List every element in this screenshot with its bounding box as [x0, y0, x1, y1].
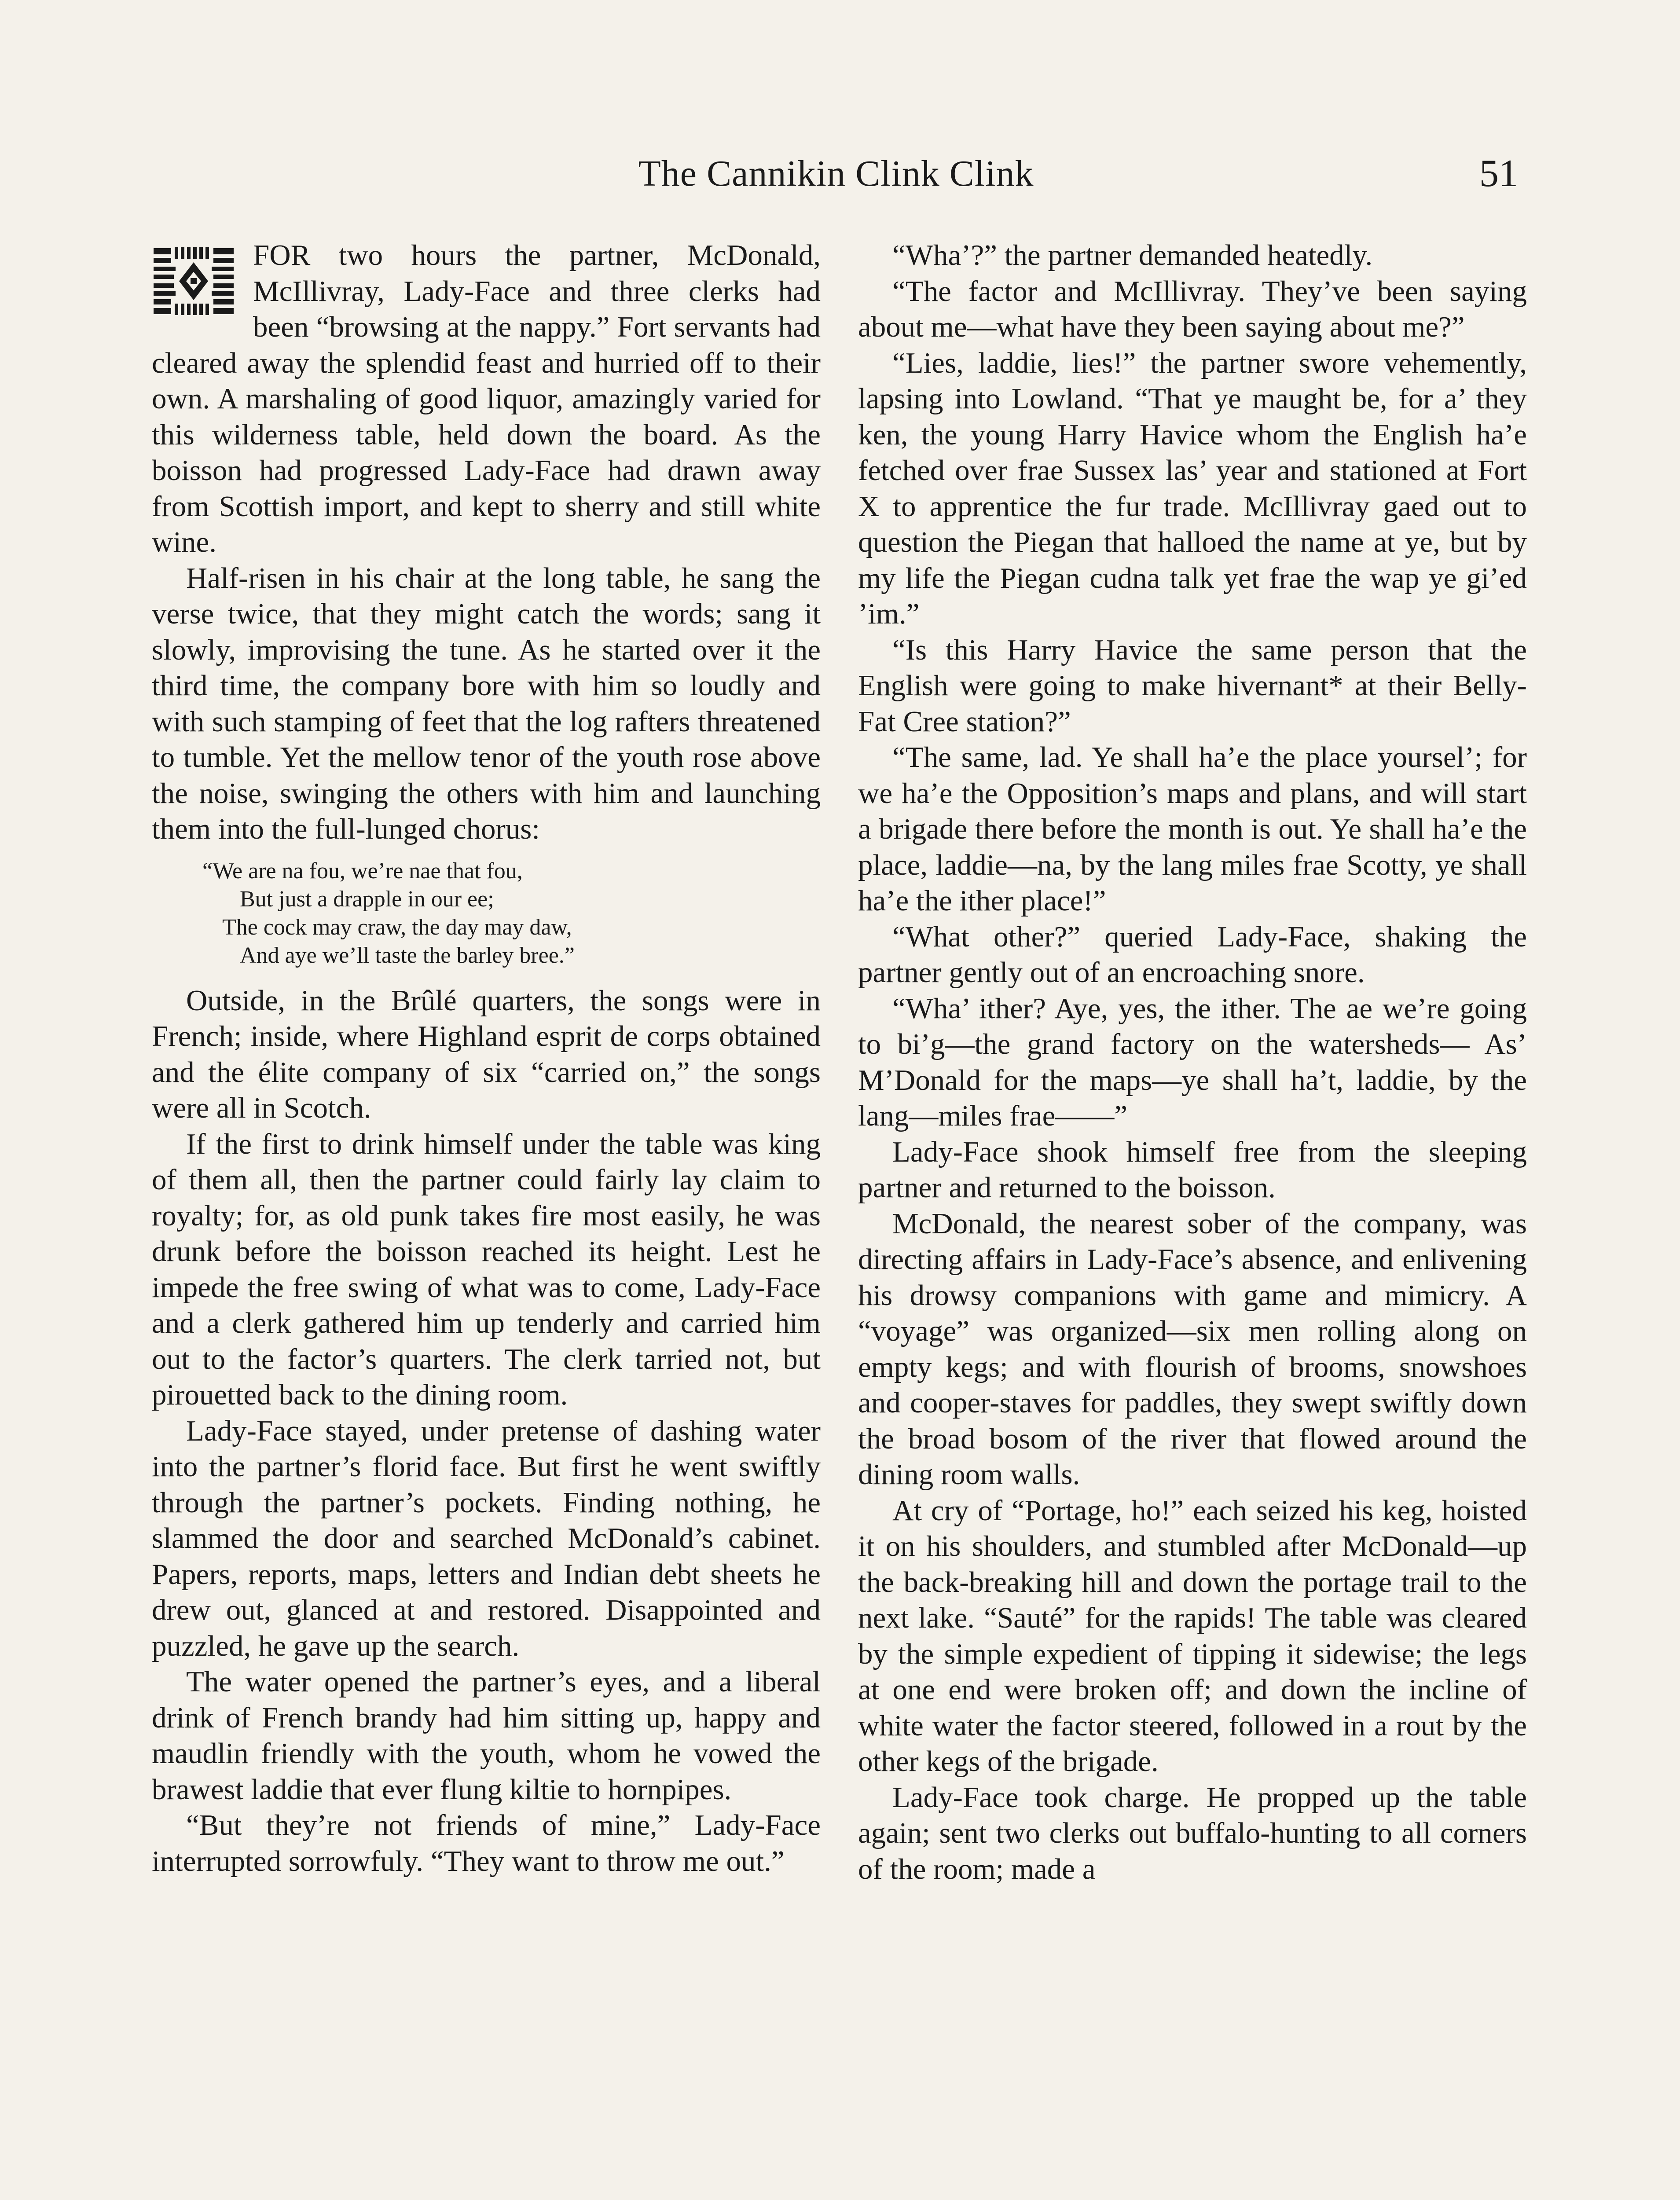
paragraph: The water opened the partner’s eyes, and a liberal drink of French brandy had him sitting up, happy and maudlin friendly with the youth, whom he vowed the brawest laddie that ever flung kiltie to hornpipes. [152, 1665, 821, 1806]
paragraph: “What other?” queried Lady-Face, shaking the partner gently out of an encroaching snore. [858, 920, 1527, 989]
ornament-icon [152, 246, 235, 316]
paragraph: Lady-Face stayed, under pretense of dashing water into the partner’s florid face. But first he went swiftly through the partner’s pockets. Finding nothing, he slammed the door and searched McDonald’s cabinet. Papers, reports, maps, letters and Indian debt sheets he drew out, glanced at and restored. Disappointed and puzzled, he gave up the search. [152, 1414, 821, 1662]
paragraph: Lady-Face shook himself free from the sleeping partner and returned to the boisson. [858, 1135, 1527, 1204]
paragraph: “Lies, laddie, lies!” the partner swore vehemently, lapsing into Lowland. “That ye maught be, for a’ they ken, the young Harry Havice whom the English ha’e fetched over frae Sussex las’ year and stationed at Fort X to apprentice the fur trade. McIllivray gaed out to question the Piegan that halloed the name at ye, but by my life the Piegan cudna talk yet frae the wap ye gi’ed ’im.” [858, 346, 1527, 630]
running-header [154, 150, 1518, 198]
paragraph: At cry of “Portage, ho!” each seized his keg, hoisted it on his shoulders, and stumbled after McDonald—up the back-breaking hill and down the portage trail to the next lake. “Sauté” for the rapids! The table was cleared by the simple expedient of tipping it sidewise; the legs at one end were broken off; and down the incline of white water the factor steered, followed in a rout by the other kegs of the brigade. [858, 1494, 1527, 1778]
left-column [152, 238, 821, 1879]
right-column [858, 238, 1527, 1887]
verse-line: And aye we’ll taste the barley bree.” [240, 942, 575, 968]
paragraph: Half-risen in his chair at the long table, he sang the verse twice, that they might catch the words; sang it slowly, improvising the tune. As he started over it the third time, the company bore with him so loudly and with such stamping of feet that the log rafters threatened to tumble. Yet the mellow tenor of the youth rose above the noise, swinging the others with him and launching them into the full-lunged chorus: [152, 561, 821, 845]
paragraph: Outside, in the Brûlé quarters, the songs were in French; inside, where Highland esprit de corps obtained and the élite company of six “carried on,” the songs were all in Scotch. [152, 984, 821, 1124]
verse-line: But just a drapple in our ee; [240, 886, 494, 912]
paragraph: “Wha’ ither? Aye, yes, the ither. The ae we’re going to bi’g—the grand factory on the watersheds— As’ M’Donald for the maps—ye shall ha’t, laddie, by the lang—miles frae——” [858, 992, 1527, 1132]
paragraph: Lady-Face took charge. He propped up the table again; sent two clerks out buffalo-hunting to all corners of the room; made a [858, 1781, 1527, 1885]
paragraph: “The factor and McIllivray. They’ve been saying about me—what have they been saying about me?” [858, 275, 1527, 343]
paragraph: McDonald, the nearest sober of the company, was directing affairs in Lady-Face’s absence, and enlivening his drowsy companions with game and mimicry. A “voyage” was organized—six men rolling along on empty kegs; and with flourish of brooms, snowshoes and cooper-staves for paddles, they swept swiftly down the broad bosom of the river that flowed around the dining room walls. [858, 1207, 1527, 1491]
paragraph: FOR two hours the partner, McDonald, McIllivray, Lady-Face and three clerks had been “browsing at the nappy.” Fort servants had cleared away the splendid feast and hurried off to their own. A marshaling of good liquor, amazingly varied for this wilderness table, held down the board. As the boisson had progressed Lady-Face had drawn away from Scottish import, and kept to sherry and still white wine. [152, 239, 821, 558]
page-title: The Cannikin Clink Clink [638, 153, 1034, 194]
paragraph: “But they’re not friends of mine,” Lady-Face interrupted sorrowfuly. “They want to throw me out.” [152, 1809, 821, 1877]
paragraph: “Is this Harry Havice the same person that the English were going to make hivernant* at their Belly-Fat Cree station?” [858, 633, 1527, 738]
verse-line: “We are na fou, we’re nae that fou, [202, 858, 523, 884]
paragraph: “Wha’?” the partner demanded heatedly. [892, 239, 1373, 271]
verse-line: The cock may craw, the day may daw, [222, 914, 572, 940]
paragraph: If the first to drink himself under the table was king of them all, then the partner could fairly lay claim to royalty; for, as old punk takes fire most easily, he was drunk before the boisson reached its height. Lest he impede the free swing of what was to come, Lady-Face and a clerk gathered him up tenderly and carried him out to the factor’s quarters. The clerk tarried not, but pirouetted back to the dining room. [152, 1127, 821, 1411]
paragraph: “The same, lad. Ye shall ha’e the place yoursel’; for we ha’e the Opposition’s maps and plans, and will start a brigade there before the month is out. Ye shall ha’e the place, laddie—na, by the lang miles frae Scotty, ye shall ha’e the ither place!” [858, 741, 1527, 917]
page-number: 51 [1479, 152, 1518, 195]
song-verse [152, 857, 821, 970]
